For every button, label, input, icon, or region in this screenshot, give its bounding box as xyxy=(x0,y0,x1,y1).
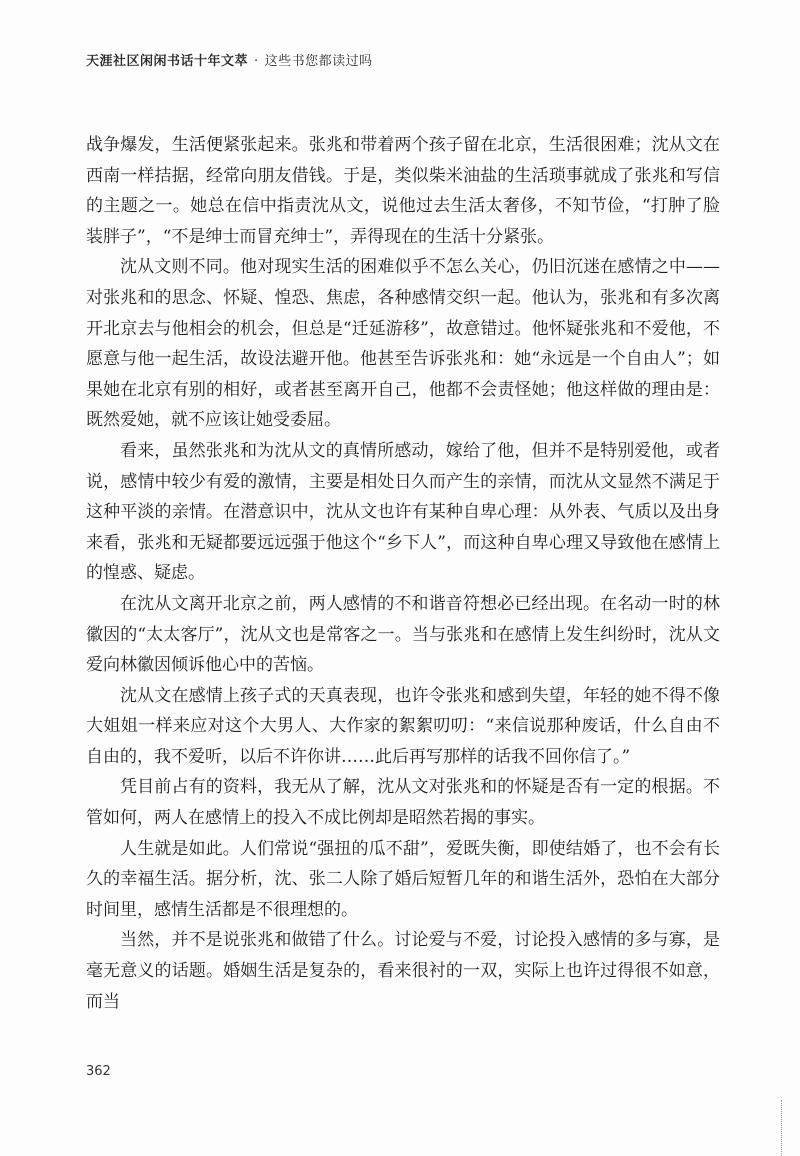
paragraph-4: 在沈从文离开北京之前，两人感情的不和谐音符想必已经出现。在名动一时的林徽因的“太太客厅”，沈从文也是常客之一。当与张兆和在感情上发生纠纷时，沈从文爱向林徽因倾诉他心中的苦恼。 xyxy=(86,593,720,676)
body-text xyxy=(86,130,720,1017)
header-subtitle: 这些书您都读过吗 xyxy=(264,54,373,69)
paragraph-3: 看来，虽然张兆和为沈从文的真情所感动，嫁给了他，但并不是特别爱他，或者说，感情中较少有爱的激情，主要是相处日久而产生的亲情，而沈从文显然不满足于这种平淡的亲情。在潜意识中，沈从文也许有某种自卑心理：从外表、气质以及出身来看，张兆和无疑都要远远强于他这个“乡下人”，而这种自卑心理又导致他在感情上的惶惑、疑虑。 xyxy=(86,440,720,584)
paragraph-1: 战争爆发，生活便紧张起来。张兆和带着两个孩子留在北京，生活很困难；沈从文在西南一样拮据，经常向朋友借钱。于是，类似柴米油盐的生活琐事就成了张兆和写信的主题之一。她总在信中指责沈从文，说他过去生活太奢侈，不知节俭，“打肿了脸装胖子”，“不是绅士而冒充绅士”，弄得现在的生活十分紧张。 xyxy=(86,135,720,247)
paragraph-8: 当然，并不是说张兆和做错了什么。讨论爱与不爱，讨论投入感情的多与寡，是毫无意义的话题。婚姻生活是复杂的，看来很衬的一双，实际上也许过得很不如意，而当 xyxy=(86,930,720,1012)
paragraph-6: 凭目前占有的资料，我无从了解，沈从文对张兆和的怀疑是否有一定的根据。不管如何，两人在感情上的投入不成比例却是昭然若揭的事实。 xyxy=(86,777,720,829)
paragraph-2: 沈从文则不同。他对现实生活的困难似乎不怎么关心，仍旧沉迷在感情之中——对张兆和的思念、怀疑、惶恐、焦虑，各种感情交织一起。他认为，张兆和有多次离开北京去与他相会的机会，但总是“迁延游移”，故意错过。他怀疑张兆和不爱他，不愿意与他一起生活，故设法避开他。他甚至告诉张兆和：她“永远是一个自由人”；如果她在北京有别的相好，或者甚至离开自己，他都不会责怪她；他这样做的理由是：既然爱她，就不应该让她受委屈。 xyxy=(86,257,720,431)
paragraph-5: 沈从文在感情上孩子式的天真表现，也许令张兆和感到失望，年轻的她不得不像大姐姐一样来应对这个大男人、大作家的絮絮叨叨：“来信说那种废话，什么自由不自由的，我不爱听，以后不许你讲……此后再写那样的话我不回你信了。” xyxy=(86,685,720,767)
scan-edge-mark xyxy=(781,1100,796,1156)
page-number: 362 xyxy=(86,1064,111,1079)
running-header xyxy=(86,50,373,69)
header-separator: · xyxy=(254,54,259,69)
paragraph-7: 人生就是如此。人们常说“强扭的瓜不甜”，爱既失衡，即使结婚了，也不会有长久的幸福生活。据分析，沈、张二人除了婚后短暂几年的和谐生活外，恐怕在大部分时间里，感情生活都是不很理想的。 xyxy=(86,838,720,920)
book-title: 天涯社区闲闲书话十年文萃 xyxy=(86,54,249,69)
